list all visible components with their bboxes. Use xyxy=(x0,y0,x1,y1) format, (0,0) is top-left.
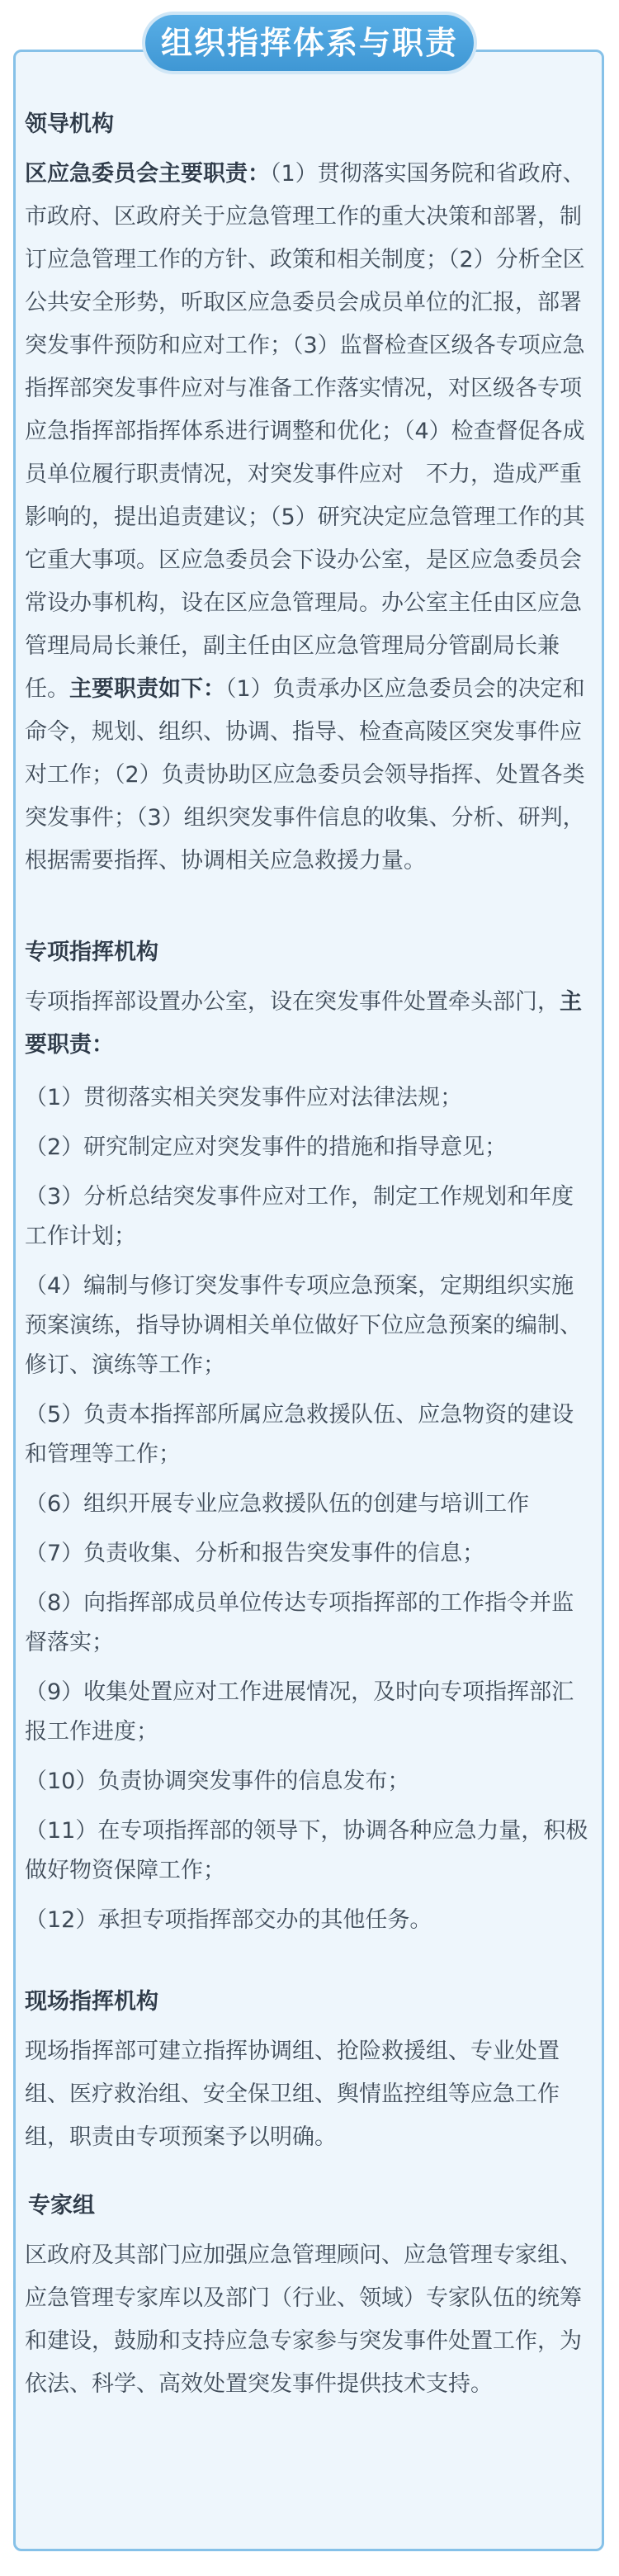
experts-body: 区政府及其部门应加强应急管理顾问、应急管理专家组、应急管理专家库以及部门（行业、领域）专家队伍的统筹和建设，鼓励和支持应急专家参与突发事件处置工作，为依法、科学、高效处置突发事件提供技术支持。 xyxy=(25,2242,582,2397)
content-body xyxy=(25,106,594,2406)
list-item: （5）负责本指挥部所属应急救援队伍、应急物资的建设和管理等工作； xyxy=(25,1402,574,1467)
section-onsite xyxy=(25,1983,594,2159)
list-item: （3）分析总结突发事件应对工作，制定工作规划和年度工作计划； xyxy=(25,1184,574,1249)
list-item: （2）研究制定应对突发事件的措施和指导意见； xyxy=(25,1134,508,1160)
section-special xyxy=(25,934,594,1940)
list-item: （9）收集处置应对工作进展情况，及时向专项指挥部汇报工作进度； xyxy=(25,1679,574,1745)
section-title-onsite: 现场指挥机构 xyxy=(25,1989,158,2015)
list-item: （12）承担专项指挥部交办的其他任务。 xyxy=(25,1907,432,1933)
section-experts xyxy=(25,2187,594,2406)
page-title: 组织指挥体系与职责 xyxy=(145,15,474,71)
leadership-body xyxy=(25,153,594,883)
list-item: （1）贯彻落实相关突发事件应对法律法规； xyxy=(25,1085,463,1110)
leadership-lead-label: 区应急委员会主要职责： xyxy=(25,161,270,187)
list-item: （10）负责协调突发事件的信息发布； xyxy=(25,1769,410,1794)
list-item: （11）在专项指挥部的领导下，协调各种应急力量，积极做好物资保障工作； xyxy=(25,1818,588,1883)
special-intro-text: 专项指挥部设置办公室，设在突发事件处置牵头部门， xyxy=(25,989,560,1015)
section-leadership xyxy=(25,106,594,883)
list-item: （7）负责收集、分析和报告突发事件的信息； xyxy=(25,1541,485,1566)
leadership-text-2: （1）负责承办区应急委员会的决定和命令，规划、组织、协调、指导、检查高陵区突发事件应对工作；（2）负责协助区应急委员会领导指挥、处置各类突发事件；（3）组织突发事件信息的收集、分析、研判，根据需要指挥、协调相关应急救援力量。 xyxy=(25,676,585,874)
leadership-text-1: （1）贯彻落实国务院和省政府、市政府、区政府关于应急管理工作的重大决策和部署，制订应急管理工作的方针、政策和相关制度；（2）分析全区公共安全形势，听取区应急委员会成员单位的汇报，部署突发事件预防和应对工作；（3）监督检查区级各专项应急指挥部突发事件应对与准备工作落实情况，对区级各专项应急指挥部指挥体系进行调整和优化；（4）检查督促各成员单位履行职责情况，对突发事件应对 不力，造成严重影响的，提出追责建议；（5）研究决定应急管理工作的其它重大事项。区应急委员会下设办公室，是区应急委员会常设办事机构，设在区应急管理局。办公室主任由区应急管理局局长兼任，副主任由区应急管理局分管副局长兼任。 xyxy=(25,161,585,702)
leadership-duties-label: 主要职责如下： xyxy=(69,676,225,702)
onsite-body: 现场指挥部可建立指挥协调组、抢险救援组、专业处置组、医疗救治组、安全保卫组、舆情监控组等应急工作组，职责由专项预案予以明确。 xyxy=(25,2039,560,2150)
section-title-leadership: 领导机构 xyxy=(25,111,114,137)
list-item: （4）编制与修订突发事件专项应急预案，定期组织实施预案演练，指导协调相关单位做好下位应急预案的编制、修订、演练等工作； xyxy=(25,1273,582,1378)
section-title-special: 专项指挥机构 xyxy=(25,940,158,965)
list-item: （6）组织开展专业应急救援队伍的创建与培训工作 xyxy=(25,1491,530,1517)
special-intro xyxy=(25,981,594,1067)
list-item: （8）向指挥部成员单位传达专项指挥部的工作指令并监督落实； xyxy=(25,1590,574,1655)
section-title-experts: 专家组 xyxy=(28,2193,95,2218)
special-duties-label: 主要职责： xyxy=(25,989,582,1058)
